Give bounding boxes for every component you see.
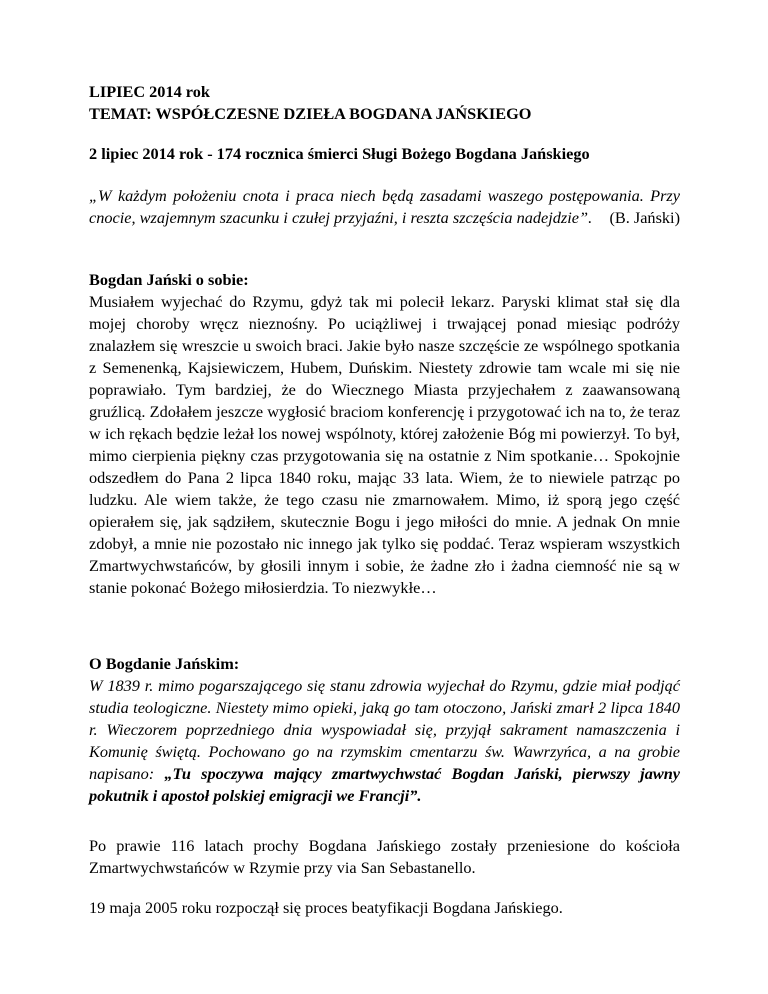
section-about bbox=[89, 653, 680, 807]
quote-author: (B. Jański) bbox=[609, 208, 680, 227]
quote-text bbox=[89, 185, 680, 229]
section-about-italic: W 1839 r. mimo pogarszającego się stanu zdrowia wyjechał do Rzymu, gdzie miał podjąć studia teologiczne. Niestety mimo opieki, jaką go tam otoczono, Jański zmarł 2 lipca 1840 r. Wieczorem poprzedniego dnia wyspowiadał się, przyjął sakrament namaszczenia i Komunię świętą. Pochowano go na rzymskim cmentarzu św. Wawrzyńca, a na grobie napisano: bbox=[89, 676, 680, 783]
beatification-paragraph bbox=[89, 897, 680, 919]
relics-text: Po prawie 116 latach prochy Bogdana Jańskiego zostały przeniesione do kościoła Zmartwychwstańców w Rzymie przy via San Sebastanello. bbox=[89, 836, 680, 877]
section-self-account bbox=[89, 269, 680, 599]
section-about-heading: O Bogdanie Jańskim: bbox=[89, 654, 240, 673]
quote-body: „W każdym położeniu cnota i praca niech będą zasadami waszego postępowania. Przy cnocie, wzajemnym szacunku i czułej przyjaźni, i reszta szczęścia nadejdzie”. bbox=[89, 186, 680, 227]
header-topic: TEMAT: WSPÓŁCZESNE DZIEŁA BOGDANA JAŃSKIEGO bbox=[89, 104, 532, 123]
anniversary-text: 2 lipiec 2014 rok - 174 rocznica śmierci Sługi Bożego Bogdana Jańskiego bbox=[89, 144, 590, 163]
section-about-body bbox=[89, 675, 680, 807]
anniversary-line bbox=[89, 143, 680, 165]
section-about-epitaph: „Tu spoczywa mający zmartwychwstać Bogdan Jański, pierwszy jawny pokutnik i apostoł polskiej emigracji we Francji”. bbox=[89, 764, 680, 805]
document-header bbox=[89, 81, 680, 125]
section-self-body: Musiałem wyjechać do Rzymu, gdyż tak mi polecił lekarz. Paryski klimat stał się dla mojej choroby wręcz nieznośny. Po uciążliwej i trwającej ponad miesiąc podróży znalazłem się wreszcie u swoich braci. Jakie było nasze szczęście ze wspólnego spotkania z Semenenką, Kajsiewiczem, Hubem, Duńskim. Niestety zdrowie tam wcale mi się nie poprawiało. Tym bardziej, że do Wiecznego Miasta przyjechałem z zaawansowaną gruźlicą. Zdołałem jeszcze wygłosić braciom konferencję i przygotować ich na to, że teraz w ich rękach będzie leżał los nowej wspólnoty, której założenie Bóg mi powierzył. To był, mimo cierpienia piękny czas przygotowania się na ostatnie z Nim spotkanie… Spokojnie odszedłem do Pana 2 lipca 1840 roku, mając 33 lata. Wiem, że to niewiele patrząc po ludzku. Ale wiem także, że tego czasu nie zmarnowałem. Mimo, iż sporą jego część opierałem się, jak sądziłem, skutecznie Bogu i jego miłości do mnie. A jednak On mnie zdobył, a mnie nie pozostało nic innego jak tylko się poddać. Teraz wspieram wszystkich Zmartwychwstańców, by głosili innym i sobie, że żadne zło i żadna ciemność nie są w stanie pokonać Bożego miłosierdzia. To niezwykłe… bbox=[89, 292, 680, 597]
beatification-text: 19 maja 2005 roku rozpoczął się proces beatyfikacji Bogdana Jańskiego. bbox=[89, 898, 563, 917]
relics-paragraph bbox=[89, 835, 680, 879]
quote-block bbox=[89, 185, 680, 229]
section-self-heading: Bogdan Jański o sobie: bbox=[89, 270, 249, 289]
header-month: LIPIEC 2014 rok bbox=[89, 82, 210, 101]
